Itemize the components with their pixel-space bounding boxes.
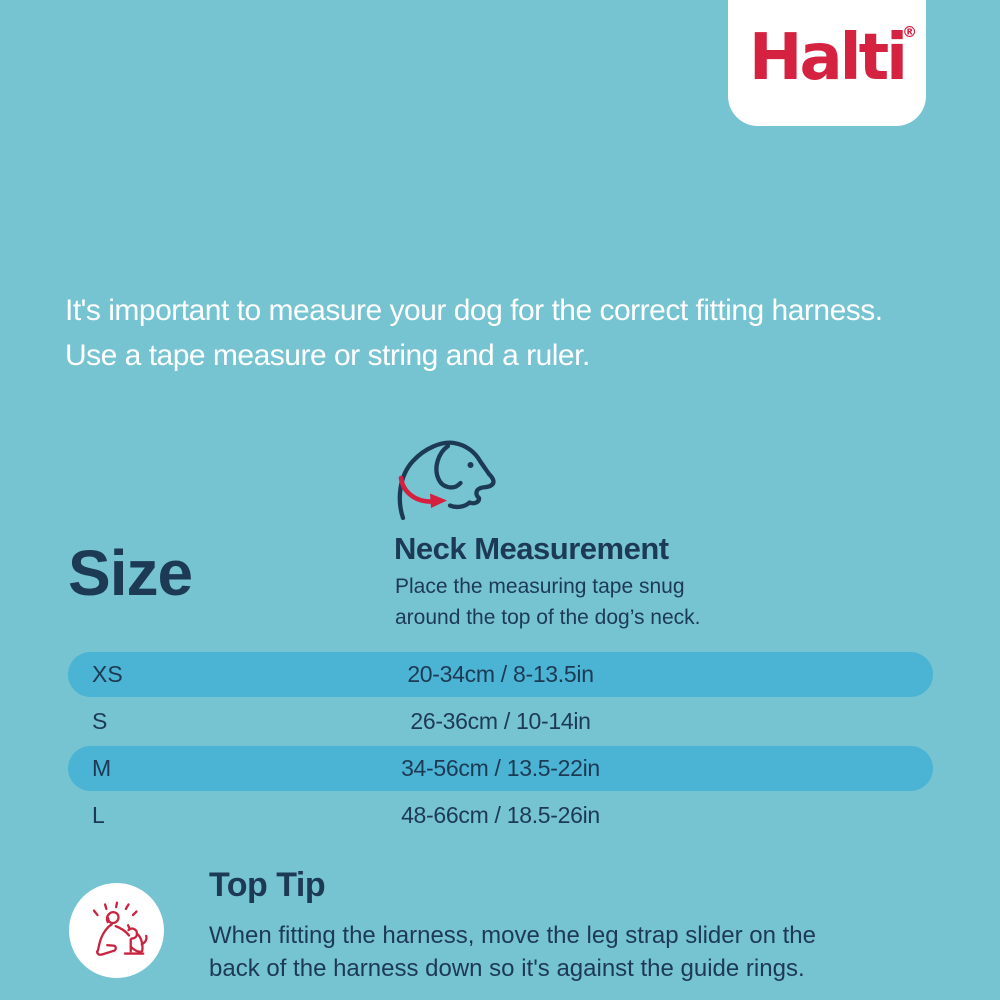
top-tip-body-line-2: back of the harness down so it's against the guide rings. [209,955,805,982]
halti-logo-text: Halti [748,21,906,95]
intro-text [65,288,883,378]
neck-measurement-title: Neck Measurement [394,531,669,566]
halti-logo-card [728,0,926,126]
size-table [68,652,933,840]
size-row-m [68,746,933,791]
size-label: S [92,708,108,734]
top-tip-icon-circle [69,883,164,978]
halti-logo [748,21,918,105]
size-row-xs [68,652,933,697]
size-measurement: 48-66cm / 18.5-26in [401,802,600,828]
size-label: L [92,802,105,828]
size-table-heading: Size [68,537,193,609]
dog-head-neck-measure-icon [394,438,512,524]
neck-measurement-description [395,571,701,633]
size-measurement: 26-36cm / 10-14in [410,708,591,734]
top-tip-body [209,919,816,985]
size-label: M [92,755,112,781]
person-petting-dog-icon [86,900,148,962]
intro-line-1: It's important to measure your dog for the correct fitting harness. [65,294,883,327]
size-measurement: 20-34cm / 8-13.5in [407,661,594,687]
neck-measurement-description-line-1: Place the measuring tape snug [395,575,685,598]
top-tip-title: Top Tip [209,866,326,904]
registered-trademark-symbol: ® [902,23,918,41]
size-row-l [68,793,933,838]
intro-line-2: Use a tape measure or string and a ruler. [65,339,590,372]
size-row-s [68,699,933,744]
top-tip-body-line-1: When fitting the harness, move the leg strap slider on the [209,922,816,949]
neck-measurement-description-line-2: around the top of the dog’s neck. [395,606,701,629]
size-measurement: 34-56cm / 13.5-22in [401,755,600,781]
size-label: XS [92,661,123,687]
